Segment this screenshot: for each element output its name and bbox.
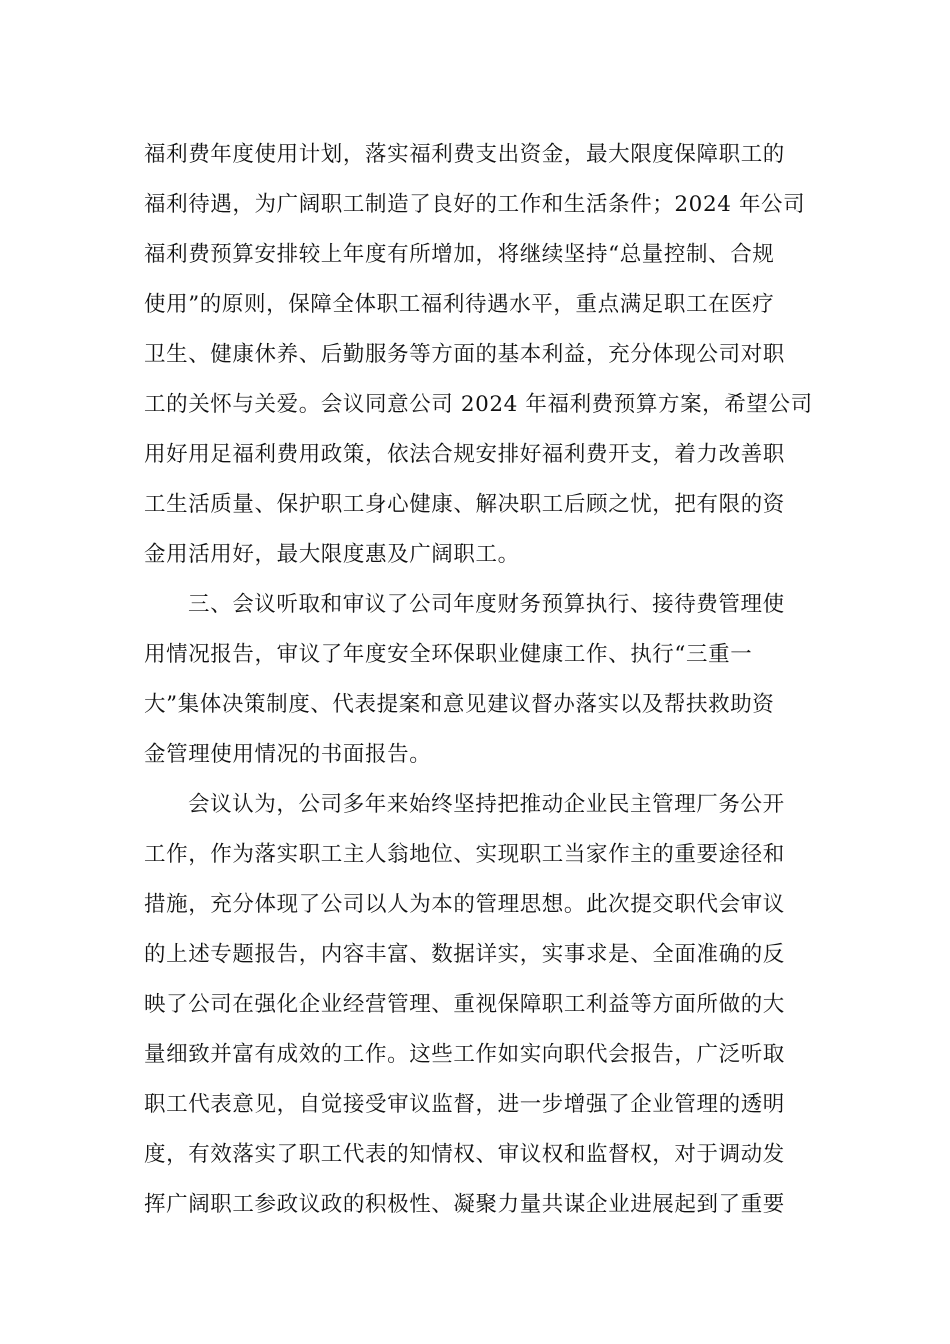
- text-line: 挥广阔职工参政议政的积极性、凝聚力量共谋企业进展起到了重要: [144, 1192, 785, 1217]
- text-line: 的上述专题报告，内容丰富、数据详实，实事求是、全面准确的反: [144, 942, 785, 967]
- document-body: [144, 130, 813, 1230]
- text-line: 措施，充分体现了公司以人为本的管理思想。此次提交职代会审议: [144, 892, 785, 917]
- text-line: 度，有效落实了职工代表的知情权、审议权和监督权，对于调动发: [144, 1142, 785, 1167]
- paragraph-section-three: [144, 580, 808, 780]
- text-line: 量细致并富有成效的工作。这些工作如实向职代会报告，广泛听取: [144, 1042, 785, 1067]
- text-line: 工的关怀与关爱。会议同意公司 2024 年福利费预算方案，希望公司: [144, 392, 813, 417]
- text-line: 会议认为，公司多年来始终坚持把推动企业民主管理厂务公开: [188, 792, 785, 817]
- text-line: 工作，作为落实职工主人翁地位、实现职工当家作主的重要途径和: [144, 842, 785, 867]
- text-line: 大”集体决策制度、代表提案和意见建议督办落实以及帮扶救助资: [144, 692, 775, 717]
- text-line: 金用活用好，最大限度惠及广阔职工。: [144, 542, 520, 567]
- text-line: 三、会议听取和审议了公司年度财务预算执行、接待费管理使: [188, 592, 785, 617]
- text-line: 福利费预算安排较上年度有所增加，将继续坚持“总量控制、合规: [144, 242, 775, 267]
- text-line: 职工代表意见，自觉接受审议监督，进一步增强了企业管理的透明: [144, 1092, 785, 1117]
- text-line: 使用”的原则，保障全体职工福利待遇水平，重点满足职工在医疗: [144, 292, 775, 317]
- text-line: 映了公司在强化企业经营管理、重视保障职工利益等方面所做的大: [144, 992, 785, 1017]
- text-line: 用好用足福利费用政策，依法合规安排好福利费开支，着力改善职: [144, 442, 785, 467]
- text-line: 金管理使用情况的书面报告。: [144, 742, 432, 767]
- text-line: 福利待遇，为广阔职工制造了良好的工作和生活条件；2024 年公司: [144, 192, 806, 217]
- paragraph-meeting-opinion: [144, 780, 808, 1230]
- text-line: 卫生、健康休养、后勤服务等方面的基本利益，充分体现公司对职: [144, 342, 785, 367]
- text-line: 福利费年度使用计划，落实福利费支出资金，最大限度保障职工的: [144, 142, 785, 167]
- text-line: 工生活质量、保护职工身心健康、解决职工后顾之忧，把有限的资: [144, 492, 785, 517]
- text-line: 用情况报告，审议了年度安全环保职业健康工作、执行“三重一: [144, 642, 753, 667]
- paragraph-welfare-budget: [144, 130, 813, 580]
